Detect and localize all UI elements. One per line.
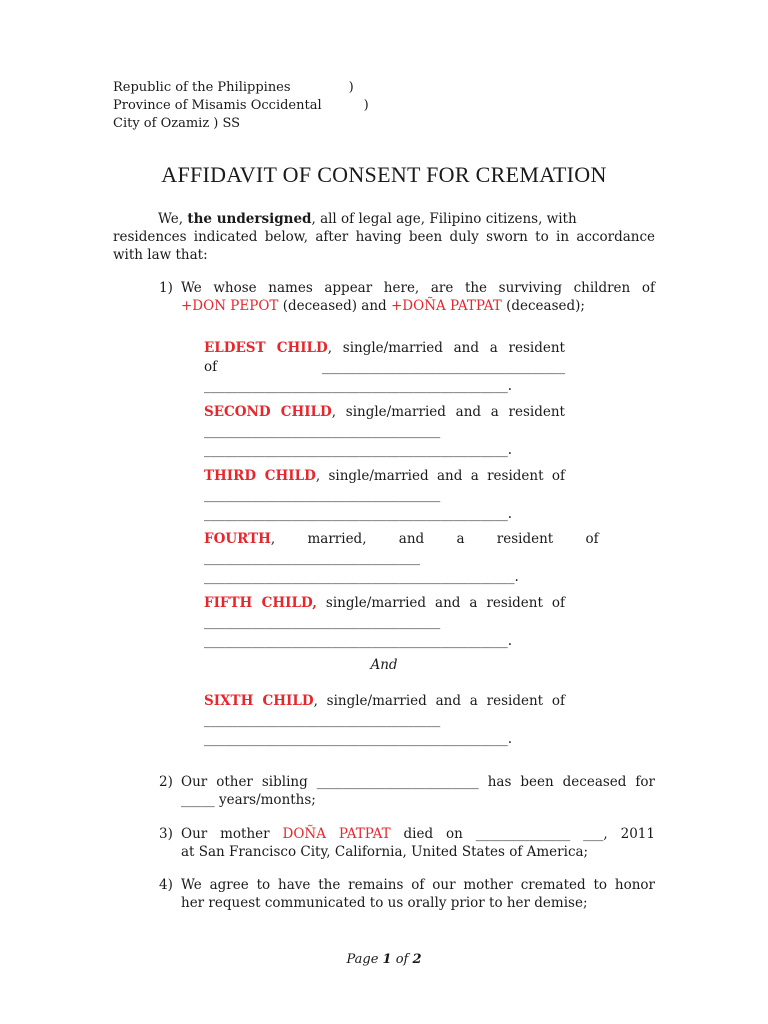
- child-entry-eldest: [204, 339, 565, 396]
- residence-blank-2: _____________________________________________.: [204, 506, 513, 522]
- residence-blank-2: _____________________________________________.: [204, 378, 513, 394]
- child-entry-fifth: [204, 594, 565, 651]
- child-entry-second: [204, 403, 565, 460]
- item1-mid: (deceased) and: [278, 298, 391, 314]
- venue-paren: ): [363, 98, 369, 113]
- residence-blank-2: _____________________________________________.: [204, 442, 513, 458]
- item4-line1: We agree to have the remains of our mother cremated to honor: [181, 877, 655, 893]
- item3-post: died on ______________ ___, 2011: [390, 826, 655, 842]
- residence-blank: ___________________________________: [204, 487, 441, 503]
- residence-blank: ___________________________________: [204, 423, 441, 439]
- item4-number: 4): [159, 877, 173, 893]
- item3-pre: Our mother: [181, 826, 283, 842]
- residence-blank-2: _____________________________________________.: [204, 731, 513, 747]
- footer-of-word: of: [395, 952, 409, 967]
- intro-line1: [113, 210, 655, 228]
- footer-total-pages: 2: [412, 952, 422, 967]
- item1-number: 1): [159, 280, 173, 296]
- item1-line1: We whose names appear here, are the surviving children of: [181, 280, 655, 296]
- and-separator: And: [370, 657, 398, 673]
- child-text: , single/married and a resident: [327, 340, 565, 356]
- child-line1: [204, 594, 565, 613]
- item1-end: (deceased);: [501, 298, 585, 314]
- venue-province-text: Province of Misamis Occidental: [113, 98, 322, 113]
- child-line1: [204, 692, 565, 711]
- mother-name: +DOÑA PATPAT: [391, 298, 502, 314]
- child-name: SECOND CHILD: [204, 404, 332, 420]
- child-line1: [204, 530, 599, 549]
- item3-line2: at San Francisco City, California, United States of America;: [181, 844, 589, 860]
- venue-republic: [113, 78, 354, 97]
- item2-line1: Our other sibling ________________________ has been deceased for: [181, 774, 655, 790]
- child-of: of: [204, 359, 218, 375]
- residence-blank: ___________________________________: [204, 712, 441, 728]
- residence-blank: ________________________________: [204, 550, 420, 566]
- item3-line1: [181, 825, 655, 843]
- residence-blank: ____________________________________: [322, 359, 565, 375]
- footer-page-word: Page: [346, 952, 379, 967]
- child-name: FIFTH CHILD,: [204, 595, 317, 611]
- child-text: , married, and a resident of: [270, 531, 599, 547]
- document-title: AFFIDAVIT OF CONSENT FOR CREMATION: [161, 162, 607, 187]
- child-entry-third: [204, 467, 565, 524]
- venue-paren: ): [348, 80, 354, 95]
- venue-province: [113, 96, 369, 115]
- child-entry-sixth: [204, 692, 565, 749]
- residence-blank-2: _____________________________________________.: [204, 633, 513, 649]
- intro-rest: , all of legal age, Filipino citizens, with: [311, 211, 577, 227]
- item3-number: 3): [159, 826, 173, 842]
- venue-republic-text: Republic of the Philippines: [113, 80, 291, 95]
- child-text: , single/married and a resident of: [315, 468, 566, 484]
- child-name: THIRD CHILD: [204, 468, 316, 484]
- child-name: FOURTH: [204, 531, 271, 547]
- page-footer: [0, 952, 768, 967]
- child-entry-fourth: [204, 530, 599, 587]
- child-text: , single/married and a resident: [331, 404, 565, 420]
- child-line1: [204, 339, 565, 358]
- child-text: single/married and a resident of: [316, 595, 565, 611]
- mother-name: DOÑA PATPAT: [282, 826, 391, 842]
- venue-city: City of Ozamiz ) SS: [113, 116, 241, 131]
- father-name: +DON PEPOT: [181, 298, 279, 314]
- intro-we: We,: [158, 211, 184, 227]
- footer-page-number: 1: [382, 952, 392, 967]
- intro-undersigned: the undersigned: [187, 211, 312, 227]
- child-text: , single/married and a resident of: [313, 693, 565, 709]
- item2-number: 2): [159, 774, 173, 790]
- child-name: SIXTH CHILD: [204, 693, 314, 709]
- child-line1: [204, 403, 565, 422]
- item4-line2: her request communicated to us orally prior to her demise;: [181, 895, 588, 911]
- item2-line2: _____ years/months;: [181, 792, 316, 808]
- child-line1: [204, 467, 565, 486]
- child-name: ELDEST CHILD: [204, 340, 328, 356]
- child-line2: [204, 358, 565, 377]
- intro-line3: with law that:: [113, 247, 208, 263]
- residence-blank: ___________________________________: [204, 614, 441, 630]
- residence-blank-2: ______________________________________________.: [204, 569, 519, 585]
- intro-line2: residences indicated below, after having been duly sworn to in accordance: [113, 229, 655, 245]
- item1-line2: [181, 297, 655, 315]
